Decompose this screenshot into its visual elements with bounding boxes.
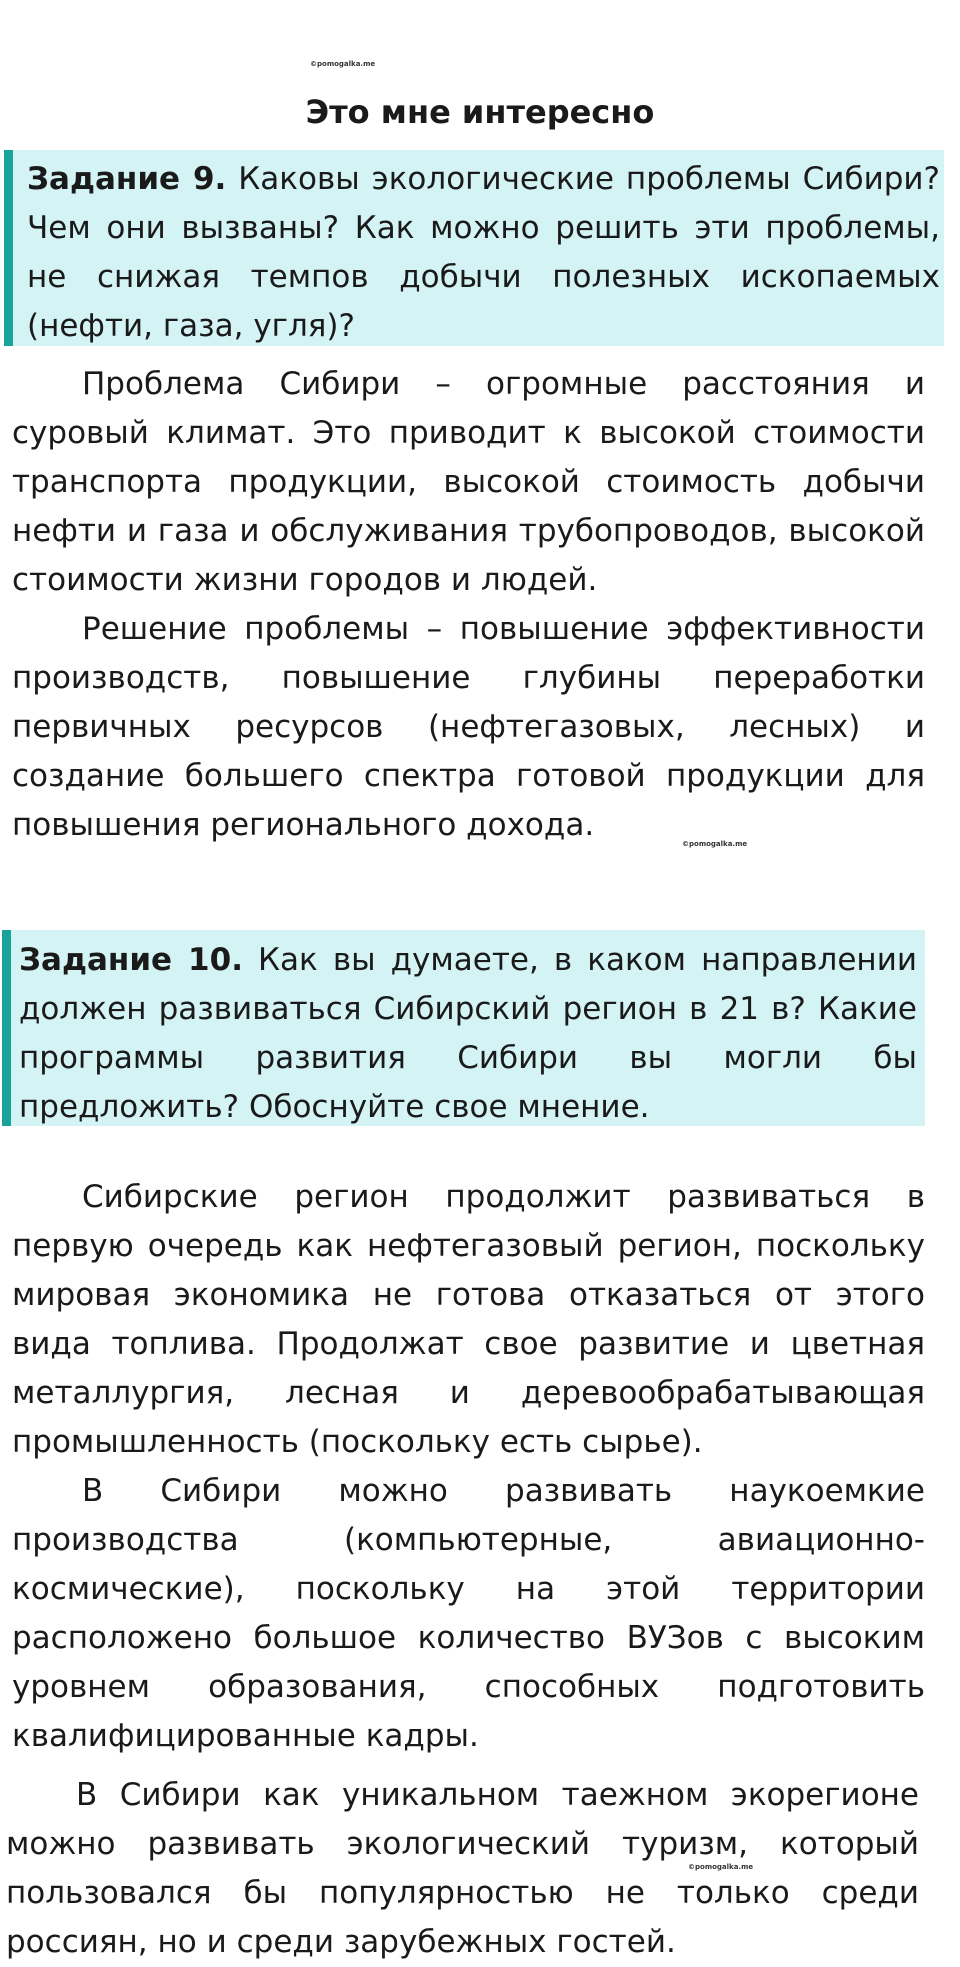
page-title: Это мне интересно (305, 93, 655, 131)
watermark: ©pomogalka.me (682, 840, 748, 848)
task-10-text (19, 936, 917, 1132)
task-9-label: Задание 9. (27, 161, 227, 197)
answer-10-paragraph-1: Сибирские регион продолжит развиваться в первую очередь как нефтегазовый регион, поскольку мировая экономика не готова отказаться от этого вида топлива. Продолжат свое развитие и цветная металлургия, лесная и деревообрабатывающая промышленность (поскольку есть сырье). (12, 1179, 925, 1460)
answer-9-paragraph-1: Проблема Сибири – огромные расстояния и суровый климат. Это приводит к высокой стоимости транспорта продукции, высокой стоимость добычи нефти и газа и обслуживания трубопроводов, высокой стоимости жизни городов и людей. (12, 366, 925, 598)
answer-10-paragraph-2: В Сибири можно развивать наукоемкие производства (компьютерные, авиационно-космические), поскольку на этой территории расположено большое количество ВУЗов с высоким уровнем образования, способных подготовить квалифицированные кадры. (12, 1473, 925, 1754)
task-9-text (27, 155, 940, 351)
task-9-box (4, 150, 944, 346)
task-10-label: Задание 10. (19, 942, 243, 978)
task-9-question: Каковы экологические проблемы Сибири? Чем они вызваны? Как можно решить эти проблемы, не снижая темпов добычи полезных ископаемых (нефти, газа, угля)? (27, 161, 941, 344)
task-10-box (2, 930, 925, 1126)
answer-10-paragraph-3: В Сибири как уникальном таежном экорегионе можно развивать экологический туризм, который пользовался бы популярностью не только среди россиян, но и среди зарубежных гостей. (6, 1777, 919, 1960)
answer-9-paragraph-2: Решение проблемы – повышение эффективности производств, повышение глубины переработки первичных ресурсов (нефтегазовых, лесных) и создание большего спектра готовой продукции для повышения регионального дохода. (12, 611, 925, 843)
watermark: ©pomogalka.me (310, 60, 376, 68)
task-10-question: Как вы думаете, в каком направлении должен развиваться Сибирский регион в 21 в? Какие программы развития Сибири вы могли бы предложить? Обоснуйте свое мнение. (19, 942, 917, 1125)
watermark: ©pomogalka.me (688, 1863, 754, 1871)
